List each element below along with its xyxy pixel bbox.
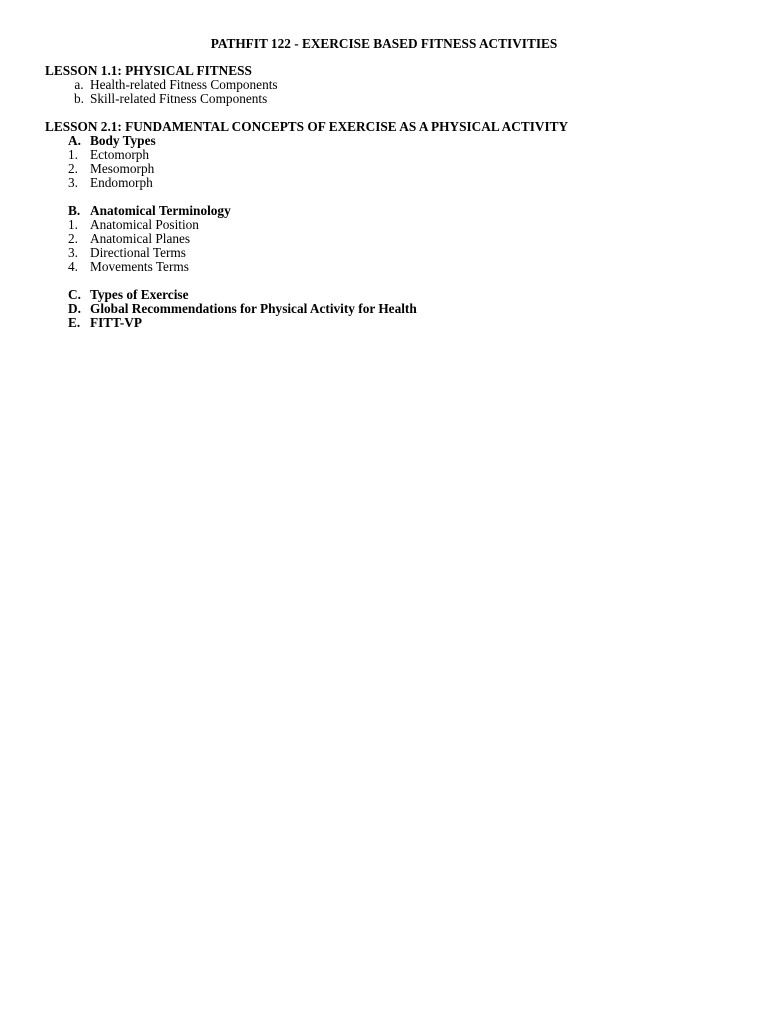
terminology-item [68, 218, 199, 232]
item-text: Health-related Fitness Components [90, 77, 278, 92]
item-text: Directional Terms [90, 245, 186, 260]
item-marker: 3. [68, 175, 78, 190]
lesson-1-item [68, 92, 267, 106]
terminology-item [68, 246, 186, 260]
section-title: FITT-VP [90, 315, 142, 330]
terminology-item [68, 232, 190, 246]
item-marker: 1. [68, 147, 78, 162]
section-title: Anatomical Terminology [90, 203, 231, 218]
item-marker: 2. [68, 231, 78, 246]
body-type-item [68, 148, 149, 162]
section-title: Body Types [90, 133, 156, 148]
item-marker: a. [74, 77, 84, 92]
section-marker: B. [68, 203, 81, 218]
item-marker: 3. [68, 245, 78, 260]
section-marker: D. [68, 301, 81, 316]
document-title: PATHFIT 122 - EXERCISE BASED FITNESS ACTIVITIES [210, 36, 558, 51]
item-text: Ectomorph [90, 147, 150, 162]
section-title: Global Recommendations for Physical Activity for Health [90, 301, 417, 316]
item-text: Movements Terms [90, 259, 189, 274]
section-title: Types of Exercise [90, 287, 189, 302]
section-marker: A. [68, 133, 81, 148]
section-b-heading [68, 204, 231, 218]
item-marker: 1. [68, 217, 78, 232]
terminology-item [68, 260, 189, 274]
item-text: Anatomical Planes [90, 231, 191, 246]
item-marker: 2. [68, 161, 78, 176]
section-e-heading [68, 316, 142, 330]
body-type-item [68, 176, 153, 190]
item-text: Anatomical Position [90, 217, 199, 232]
lesson-1-item [68, 78, 278, 92]
section-a-heading [68, 134, 156, 148]
item-text: Skill-related Fitness Components [90, 91, 268, 106]
section-marker: E. [68, 315, 81, 330]
section-d-heading [68, 302, 417, 316]
item-marker: 4. [68, 259, 78, 274]
item-text: Mesomorph [90, 161, 155, 176]
body-type-item [68, 162, 154, 176]
lesson-1-heading: LESSON 1.1: PHYSICAL FITNESS [45, 63, 252, 78]
section-c-heading [68, 288, 188, 302]
section-marker: C. [68, 287, 81, 302]
item-marker: b. [74, 91, 84, 106]
lesson-2-heading: LESSON 2.1: FUNDAMENTAL CONCEPTS OF EXERCISE AS A PHYSICAL ACTIVITY [45, 119, 569, 134]
item-text: Endomorph [90, 175, 153, 190]
